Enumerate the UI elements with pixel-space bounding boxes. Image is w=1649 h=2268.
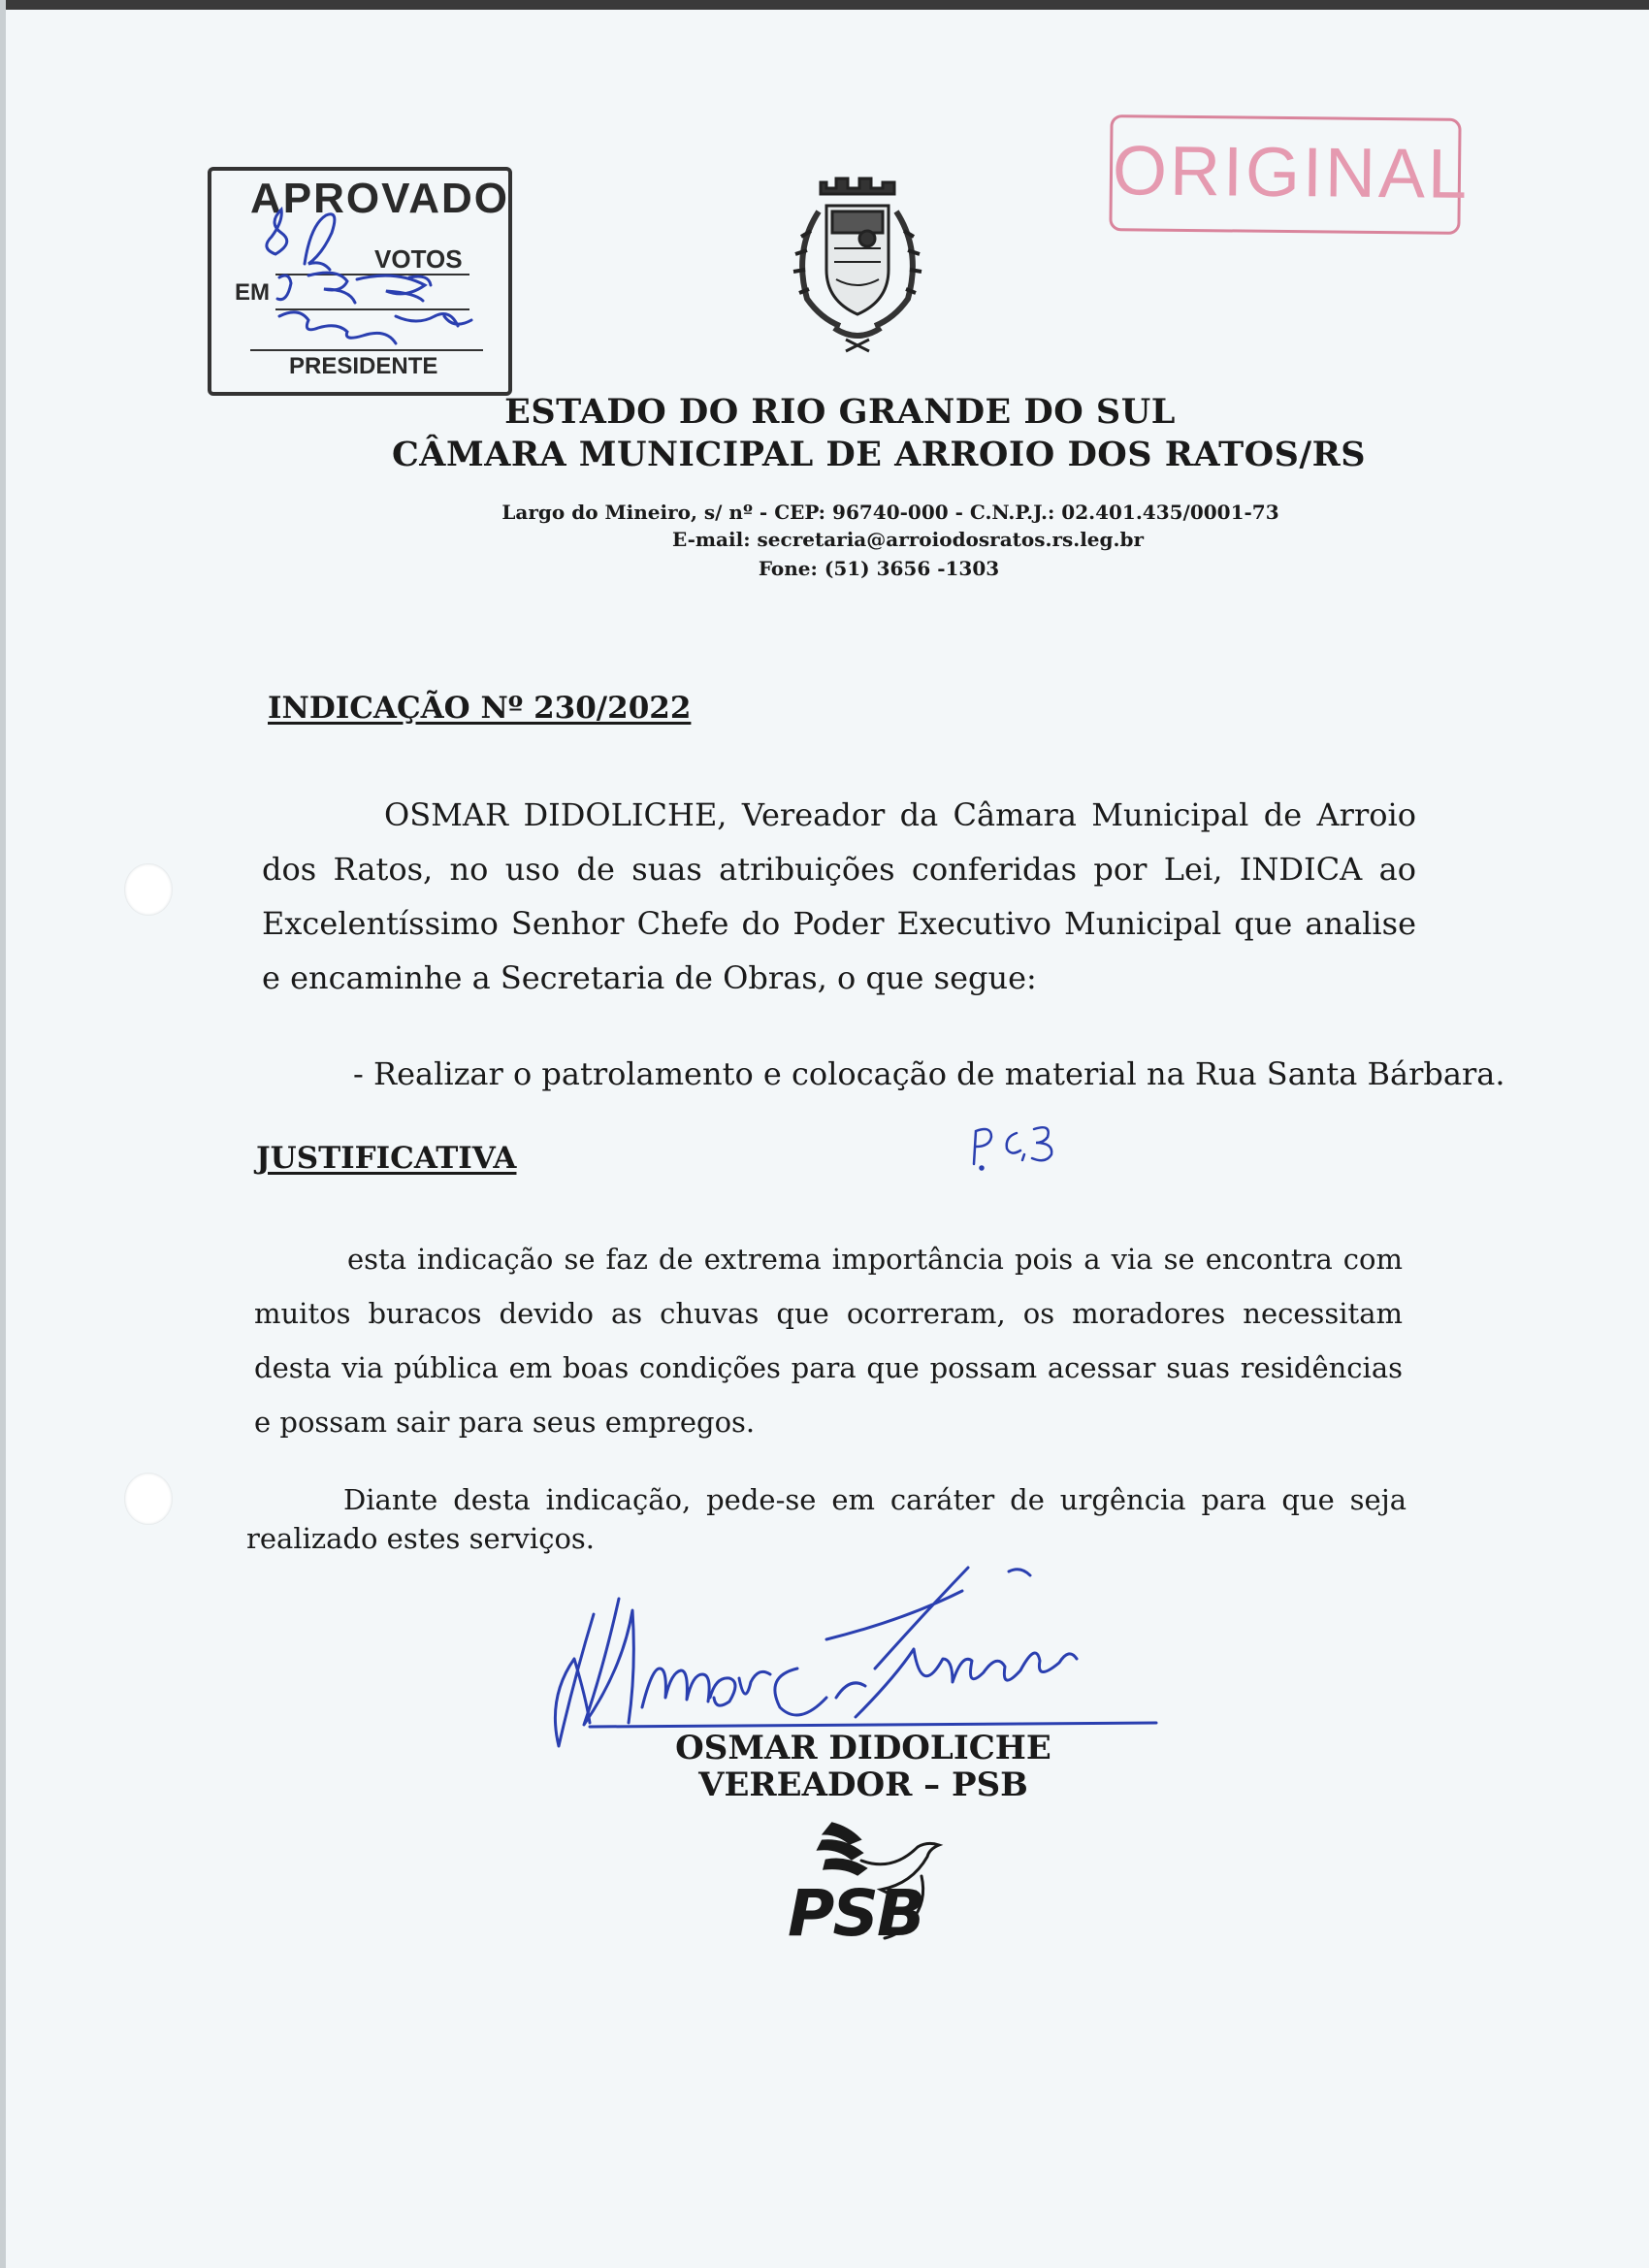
request-item: - Realizar o patrolamento e colocação de material na Rua Santa Bárbara.	[353, 1055, 1505, 1092]
approval-stamp-date-label: EM	[235, 279, 270, 306]
justification-paragraph: esta indicação se faz de extrema importância pois a via se encontra com muitos buracos devido as chuvas que ocorreram, os moradores necessitam desta via pública em boas condições para que possam acessar suas residências e possam sair para seus empregos.	[254, 1243, 1403, 1439]
closing-paragraph: Diante desta indicação, pede-se em caráter de urgência para que seja realizado estes serviços.	[246, 1483, 1406, 1555]
approval-stamp-votes-label: VOTOS	[374, 244, 463, 274]
signer-name: OSMAR DIDOLICHE	[675, 1729, 1051, 1767]
header-phone: Fone: (51) 3656 -1303	[758, 557, 1000, 580]
psb-logo-text: PSB	[788, 1876, 924, 1951]
header-state: ESTADO DO RIO GRANDE DO SUL	[504, 392, 1176, 432]
justification-title: JUSTIFICATIVA	[256, 1141, 517, 1176]
scan-top-edge	[0, 0, 1649, 10]
document-title: INDICAÇÃO Nº 230/2022	[268, 691, 692, 726]
psb-logo	[776, 1814, 951, 1963]
scan-left-edge	[0, 0, 6, 2268]
punch-hole-top	[124, 863, 173, 916]
header-chamber: CÂMARA MUNICIPAL DE ARROIO DOS RATOS/RS	[391, 435, 1367, 474]
header-email: E-mail: secretaria@arroiodosratos.rs.leg.br	[671, 528, 1145, 551]
municipal-crest-icon	[788, 173, 927, 357]
punch-hole-bottom	[124, 1473, 173, 1525]
original-stamp-text: ORIGINAL	[1112, 132, 1471, 213]
approval-stamp-word: APROVADO	[250, 175, 509, 222]
intro-paragraph: OSMAR DIDOLICHE, Vereador da Câmara Municipal de Arroio dos Ratos, no uso de suas atribuições conferidas por Lei, INDICA ao Excelentíssimo Senhor Chefe do Poder Executivo Municipal que analise e encaminhe a Secretaria de Obras, o que segue:	[262, 796, 1416, 996]
approval-stamp-signer-label: PRESIDENTE	[289, 353, 438, 379]
header-address: Largo do Mineiro, s/ nº - CEP: 96740-000 - C.N.P.J.: 02.401.435/0001-73	[501, 501, 1279, 524]
signer-role: VEREADOR – PSB	[698, 1766, 1028, 1804]
approval-stamp	[208, 167, 512, 396]
original-stamp	[1109, 114, 1471, 235]
approval-stamp-handwriting	[211, 171, 508, 392]
handwritten-note	[968, 1116, 1084, 1174]
